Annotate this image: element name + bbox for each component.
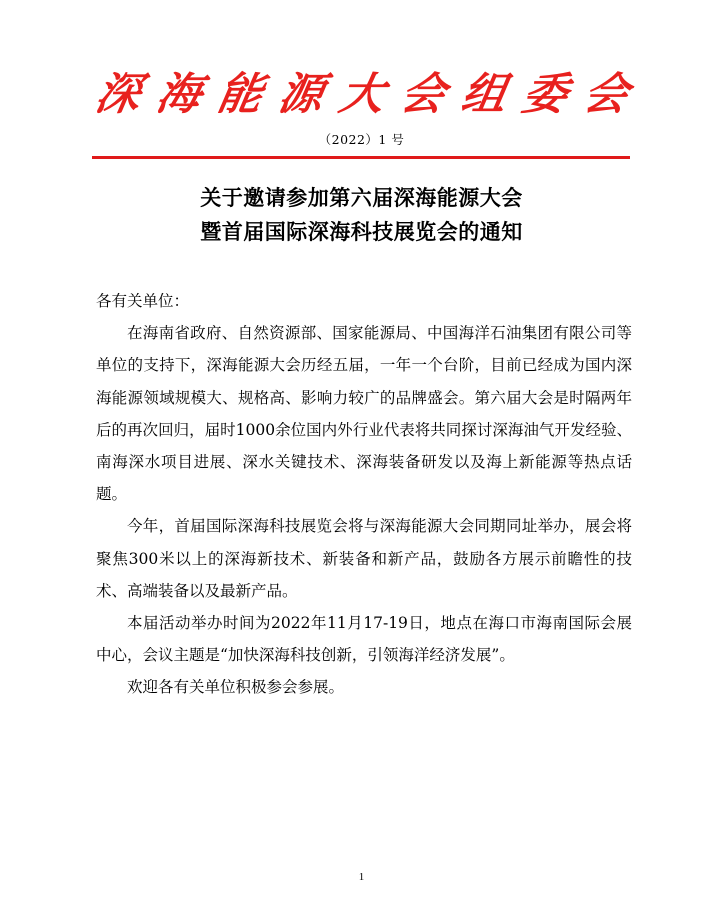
document-title [0, 181, 723, 249]
red-divider-line [92, 156, 630, 159]
body-paragraph-1: 在海南省政府、自然资源部、国家能源局、中国海洋石油集团有限公司等单位的支持下，深海能源大会历经五届，一年一个台阶，目前已经成为国内深海能源领域规模大、规格高、影响力较广的品牌盛会。第六届大会是时隔两年后的再次回归，届时1000余位国内外行业代表将共同探讨深海油气开发经验、南海深水项目进展、深水关键技术、深海装备研发以及海上新能源等热点话题。 [96, 324, 632, 504]
letterhead-char: 会 [579, 69, 633, 120]
letterhead-char: 会 [396, 69, 450, 120]
letterhead-char: 源 [274, 69, 328, 120]
document-number: （2022）1 号 [318, 132, 405, 147]
title-line-2: 暨首届国际深海科技展览会的通知 [200, 220, 523, 244]
letterhead-char: 大 [335, 69, 389, 120]
letterhead-char: 海 [152, 69, 206, 120]
body-paragraph-2: 今年，首届国际深海科技展览会将与深海能源大会同期同址举办，展会将聚焦300米以上的深海新技术、新装备和新产品，鼓励各方展示前瞻性的技术、高端装备以及最新产品。 [96, 517, 632, 600]
title-line-1: 关于邀请参加第六届深海能源大会 [200, 186, 523, 210]
letterhead-char: 深 [91, 69, 145, 120]
salutation: 各有关单位： [96, 292, 190, 310]
letterhead-char: 组 [457, 69, 511, 120]
page-number: 1 [358, 871, 365, 883]
letterhead [92, 60, 632, 130]
body-paragraph-3: 本届活动举办时间为2022年11月17-19日，地点在海口市海南国际会展中心，会议主题是“加快深海科技创新，引领海洋经济发展”。 [96, 614, 632, 665]
letterhead-char: 委 [518, 69, 572, 120]
body-paragraph-4: 欢迎各有关单位积极参会参展。 [127, 678, 345, 697]
document-body [96, 285, 632, 704]
letterhead-char: 能 [213, 69, 267, 120]
